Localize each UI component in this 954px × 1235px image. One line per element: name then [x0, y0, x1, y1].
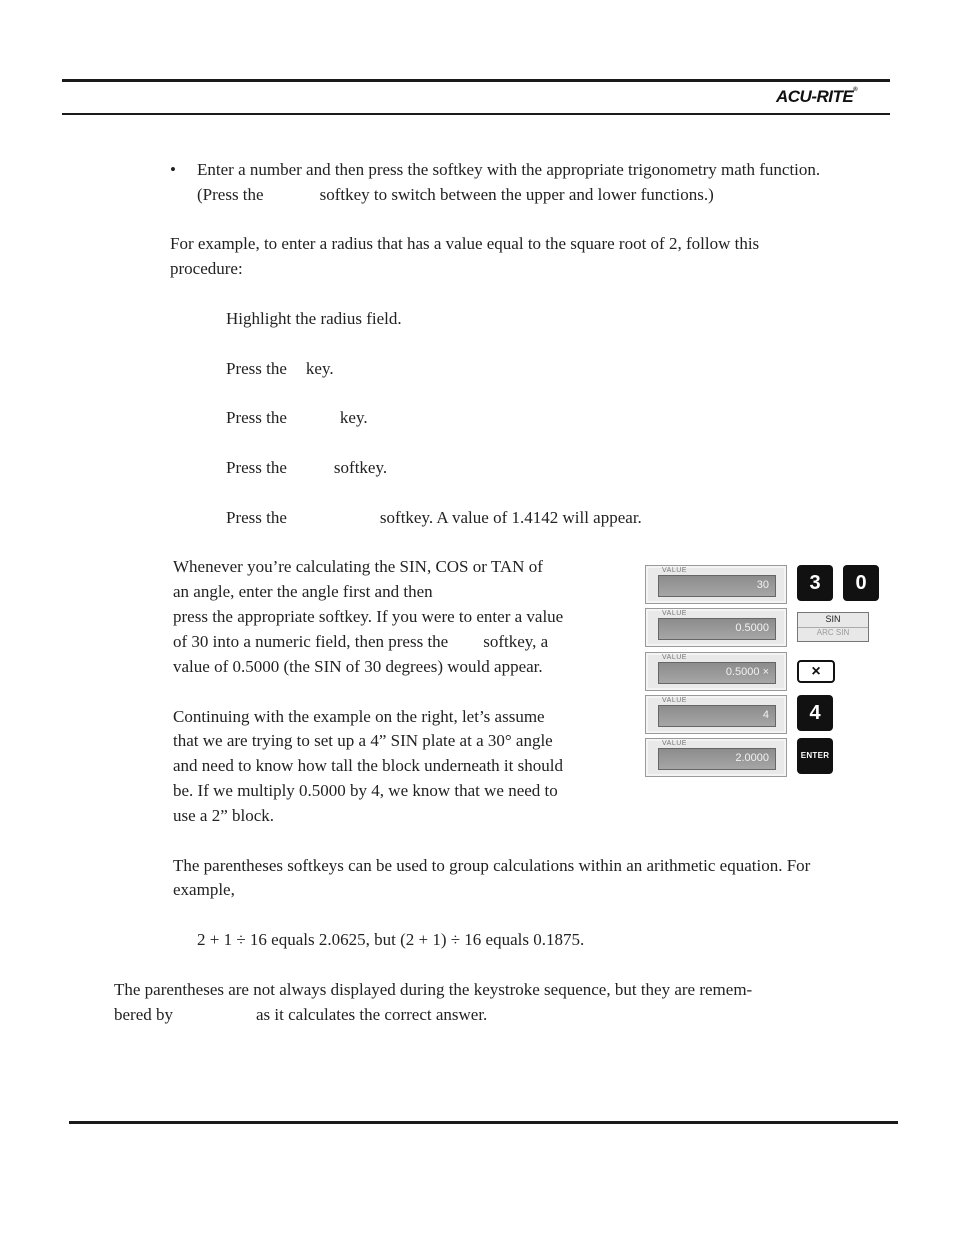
value-display [658, 575, 776, 597]
intro-line-2: procedure: [170, 259, 243, 278]
sin-paragraph-line-1: Whenever you’re calculating the SIN, COS or TAN of [173, 557, 543, 576]
sin-paragraph-line-4-end: softkey, a [483, 632, 549, 651]
multiply-key: × [797, 660, 835, 683]
value-text: 0.5000 × [725, 666, 769, 678]
value-field-label: VALUE [662, 610, 687, 617]
bullet-line-2-start: (Press the [197, 185, 264, 204]
step-5-end: softkey. A value of 1.4142 will appear. [379, 508, 642, 527]
step-3-start: Press the [226, 408, 287, 427]
value-display [658, 662, 776, 684]
header-bottom-rule [62, 113, 890, 115]
step-2-start: Press the [226, 359, 287, 378]
parentheses-line-2: example, [173, 880, 235, 899]
value-field-4 [645, 695, 787, 734]
closing-line-2-end: as it calculates the correct answer. [256, 1005, 488, 1024]
intro-line-1: For example, to enter a radius that has a value equal to the square root of 2, follow this [170, 234, 760, 253]
footer-rule [69, 1121, 898, 1124]
sin-paragraph-line-3: press the appropriate softkey. If you were to enter a value [173, 607, 564, 626]
bullet-marker: • [170, 160, 176, 179]
key-3: 3 [797, 565, 833, 601]
bullet-line-2-end: softkey to switch between the upper and lower functions.) [319, 185, 714, 204]
value-text: 4 [762, 709, 769, 721]
step-5 [226, 505, 642, 530]
value-field-label: VALUE [662, 697, 687, 704]
equation-example: 2 + 1 ÷ 16 equals 2.0625, but (2 + 1) ÷ 16 equals 0.1875. [197, 930, 585, 949]
value-field-5 [645, 738, 787, 777]
sin-paragraph-line-4 [173, 629, 548, 654]
sin-paragraph-line-4-start: of 30 into a numeric field, then press the [173, 632, 449, 651]
step-4-start: Press the [226, 458, 287, 477]
sin-softkey-lower: ARC SIN [816, 628, 850, 637]
continuing-line-3: and need to know how tall the block underneath it should [173, 756, 563, 775]
value-display [658, 748, 776, 770]
step-3 [226, 405, 368, 430]
bullet-line-2 [197, 182, 714, 207]
sin-paragraph-line-2: an angle, enter the angle first and then [173, 582, 433, 601]
sin-softkey-upper: SIN [798, 614, 868, 628]
header-top-rule [62, 79, 890, 82]
value-field-2 [645, 608, 787, 647]
value-display [658, 705, 776, 727]
registered-mark: ® [853, 87, 858, 93]
step-2 [226, 356, 334, 381]
value-text: 2.0000 [735, 752, 769, 764]
continuing-line-1: Continuing with the example on the right, let’s assume [173, 707, 545, 726]
step-5-start: Press the [226, 508, 287, 527]
value-field-label: VALUE [662, 567, 687, 574]
parentheses-line-1: The parentheses softkeys can be used to group calculations within an arithmetic equation. For [173, 856, 811, 875]
step-1-text: Highlight the radius field. [226, 309, 402, 328]
closing-line-2 [114, 1002, 487, 1027]
continuing-line-5: use a 2” block. [173, 806, 275, 825]
value-field-label: VALUE [662, 740, 687, 747]
step-4 [226, 455, 387, 480]
step-3-end: key. [339, 408, 368, 427]
brand-logo [776, 87, 857, 107]
continuing-line-4: be. If we multiply 0.5000 by 4, we know that we need to [173, 781, 558, 800]
closing-line-1: The parentheses are not always displayed during the keystroke sequence, but they are remem- [114, 980, 753, 999]
sin-softkey [797, 612, 869, 642]
closing-line-2-start: bered by [114, 1005, 174, 1024]
value-text: 0.5000 [735, 622, 769, 634]
brand-name: ACU-RITE [776, 87, 854, 106]
key-4: 4 [797, 695, 833, 731]
bullet-line-1: Enter a number and then press the softkey with the appropriate trigonometry math function. [197, 160, 821, 179]
value-text: 30 [756, 579, 769, 591]
step-4-end: softkey. [333, 458, 388, 477]
step-2-end: key. [305, 359, 334, 378]
step-1 [226, 306, 402, 331]
value-display [658, 618, 776, 640]
key-0: 0 [843, 565, 879, 601]
continuing-line-2: that we are trying to set up a 4” SIN plate at a 30° angle [173, 731, 553, 750]
value-field-3 [645, 652, 787, 691]
sin-paragraph-line-5: value of 0.5000 (the SIN of 30 degrees) would appear. [173, 657, 543, 676]
value-field-label: VALUE [662, 654, 687, 661]
value-field-1 [645, 565, 787, 604]
enter-key: ENTER [797, 738, 833, 774]
